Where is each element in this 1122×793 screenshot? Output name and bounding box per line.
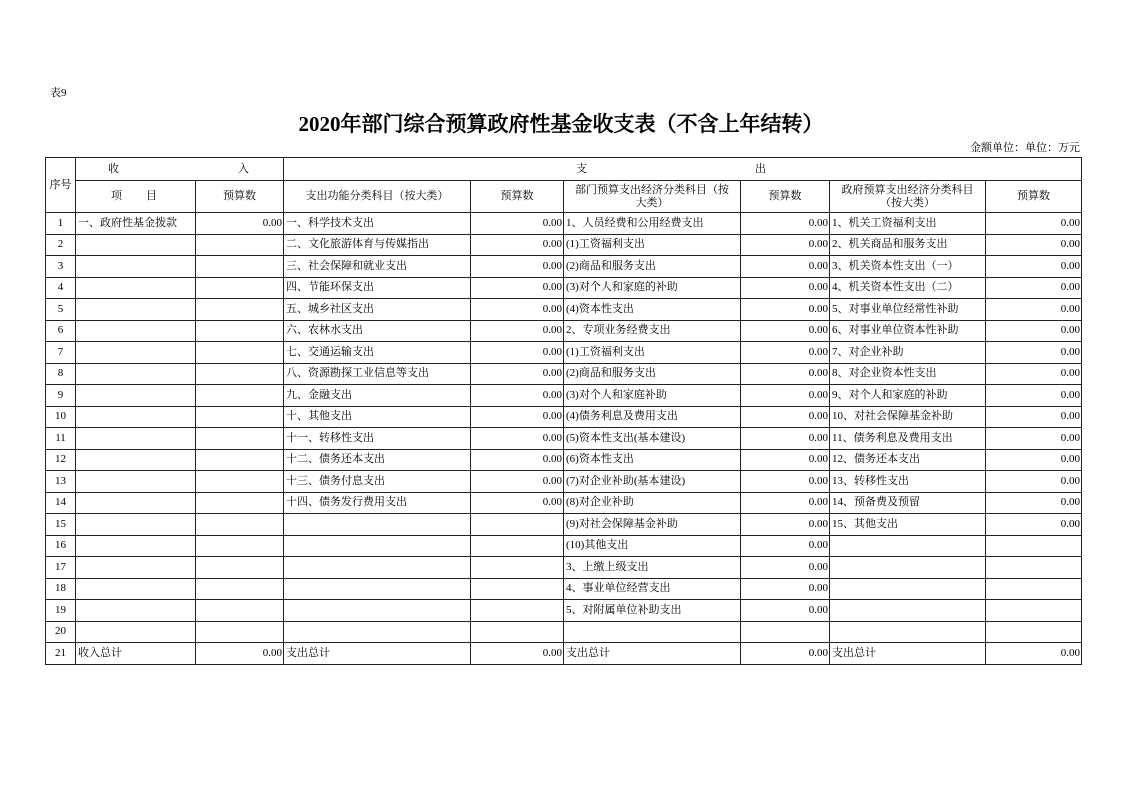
function-item-cell: 十四、债务发行费用支出 bbox=[284, 492, 471, 514]
seq-cell: 16 bbox=[46, 535, 76, 557]
gov-amount-cell: 0.00 bbox=[986, 385, 1082, 407]
gov-amount-cell: 0.00 bbox=[986, 471, 1082, 493]
budget-table bbox=[45, 157, 1082, 665]
table-row bbox=[46, 277, 1082, 299]
income-item-cell bbox=[76, 600, 196, 622]
table-row bbox=[46, 342, 1082, 364]
dept-category-header-line-1: 部门预算支出经济分类科目（按 bbox=[575, 183, 729, 196]
income-amount-cell bbox=[196, 342, 284, 364]
function-item-cell: 四、节能环保支出 bbox=[284, 277, 471, 299]
gov-amount-cell: 0.00 bbox=[986, 234, 1082, 256]
income-amount-cell bbox=[196, 514, 284, 536]
dept-amount-cell: 0.00 bbox=[741, 449, 830, 471]
seq-cell: 4 bbox=[46, 277, 76, 299]
function-item-cell: 十二、债务还本支出 bbox=[284, 449, 471, 471]
gov-item-cell: 11、债务利息及费用支出 bbox=[830, 428, 986, 450]
function-amount-cell: 0.00 bbox=[471, 643, 564, 665]
function-item-cell: 三、社会保障和就业支出 bbox=[284, 256, 471, 278]
dept-amount-cell: 0.00 bbox=[741, 535, 830, 557]
sheet-label: 表9 bbox=[50, 87, 67, 99]
gov-item-cell: 6、对事业单位资本性补助 bbox=[830, 320, 986, 342]
dept-item-cell: (5)资本性支出(基本建设) bbox=[564, 428, 741, 450]
function-item-cell: 支出总计 bbox=[284, 643, 471, 665]
gov-item-cell: 支出总计 bbox=[830, 643, 986, 665]
dept-item-cell: 4、事业单位经营支出 bbox=[564, 578, 741, 600]
function-item-cell: 八、资源勘探工业信息等支出 bbox=[284, 363, 471, 385]
dept-category-header-line-2: 大类） bbox=[635, 196, 669, 209]
table-row bbox=[46, 363, 1082, 385]
income-header-char-1: 收 bbox=[108, 162, 119, 175]
income-item-cell bbox=[76, 256, 196, 278]
income-amount-cell bbox=[196, 234, 284, 256]
dept-item-cell: (1)工资福利支出 bbox=[564, 234, 741, 256]
income-amount-cell bbox=[196, 492, 284, 514]
header-row-1 bbox=[46, 158, 1082, 181]
income-item-cell: 收入总计 bbox=[76, 643, 196, 665]
function-item-cell: 五、城乡社区支出 bbox=[284, 299, 471, 321]
function-amount-cell: 0.00 bbox=[471, 213, 564, 235]
seq-cell: 19 bbox=[46, 600, 76, 622]
gov-item-cell bbox=[830, 600, 986, 622]
function-amount-cell bbox=[471, 621, 564, 643]
seq-cell: 13 bbox=[46, 471, 76, 493]
dept-amount-cell: 0.00 bbox=[741, 471, 830, 493]
seq-cell: 7 bbox=[46, 342, 76, 364]
dept-amount-cell: 0.00 bbox=[741, 578, 830, 600]
dept-item-cell: (9)对社会保障基金补助 bbox=[564, 514, 741, 536]
dept-item-cell: (10)其他支出 bbox=[564, 535, 741, 557]
header-row-2 bbox=[46, 181, 1082, 213]
table-row bbox=[46, 514, 1082, 536]
gov-amount-cell: 0.00 bbox=[986, 514, 1082, 536]
seq-cell: 9 bbox=[46, 385, 76, 407]
dept-item-cell: 2、专项业务经费支出 bbox=[564, 320, 741, 342]
dept-amount-cell: 0.00 bbox=[741, 385, 830, 407]
gov-amount-cell bbox=[986, 600, 1082, 622]
table-row bbox=[46, 256, 1082, 278]
function-item-cell bbox=[284, 535, 471, 557]
function-item-cell bbox=[284, 621, 471, 643]
table-row bbox=[46, 213, 1082, 235]
function-amount-cell: 0.00 bbox=[471, 234, 564, 256]
dept-item-cell: (6)资本性支出 bbox=[564, 449, 741, 471]
table-row bbox=[46, 428, 1082, 450]
gov-amount-cell: 0.00 bbox=[986, 256, 1082, 278]
table-row bbox=[46, 621, 1082, 643]
seq-cell: 10 bbox=[46, 406, 76, 428]
gov-item-cell: 2、机关商品和服务支出 bbox=[830, 234, 986, 256]
gov-item-cell bbox=[830, 621, 986, 643]
function-item-cell: 七、交通运输支出 bbox=[284, 342, 471, 364]
table-row bbox=[46, 234, 1082, 256]
gov-amount-cell: 0.00 bbox=[986, 342, 1082, 364]
seq-cell: 14 bbox=[46, 492, 76, 514]
income-amount-cell: 0.00 bbox=[196, 213, 284, 235]
expense-header-char-2: 出 bbox=[755, 162, 766, 175]
function-amount-cell: 0.00 bbox=[471, 471, 564, 493]
seq-cell: 6 bbox=[46, 320, 76, 342]
dept-item-cell bbox=[564, 621, 741, 643]
function-amount-cell bbox=[471, 535, 564, 557]
income-item-cell bbox=[76, 514, 196, 536]
table-row bbox=[46, 406, 1082, 428]
gov-item-cell bbox=[830, 557, 986, 579]
table-row bbox=[46, 449, 1082, 471]
dept-item-cell: (4)债务利息及费用支出 bbox=[564, 406, 741, 428]
function-item-cell: 十、其他支出 bbox=[284, 406, 471, 428]
dept-category-header bbox=[564, 181, 741, 213]
dept-item-cell: (2)商品和服务支出 bbox=[564, 256, 741, 278]
dept-amount-cell: 0.00 bbox=[741, 342, 830, 364]
income-item-cell bbox=[76, 449, 196, 471]
dept-amount-cell: 0.00 bbox=[741, 557, 830, 579]
table-row bbox=[46, 299, 1082, 321]
table-row bbox=[46, 320, 1082, 342]
gov-item-cell: 15、其他支出 bbox=[830, 514, 986, 536]
gov-item-cell: 9、对个人和家庭的补助 bbox=[830, 385, 986, 407]
gov-item-cell: 3、机关资本性支出（一） bbox=[830, 256, 986, 278]
dept-amount-cell: 0.00 bbox=[741, 406, 830, 428]
gov-amount-cell: 0.00 bbox=[986, 299, 1082, 321]
seq-cell: 11 bbox=[46, 428, 76, 450]
seq-cell: 15 bbox=[46, 514, 76, 536]
function-amount-cell bbox=[471, 578, 564, 600]
function-item-cell: 十三、债务付息支出 bbox=[284, 471, 471, 493]
income-item-cell: 一、政府性基金拨款 bbox=[76, 213, 196, 235]
dept-amount-cell: 0.00 bbox=[741, 320, 830, 342]
table-row bbox=[46, 557, 1082, 579]
income-item-cell bbox=[76, 385, 196, 407]
function-amount-cell: 0.00 bbox=[471, 492, 564, 514]
table-row bbox=[46, 471, 1082, 493]
function-amount-cell: 0.00 bbox=[471, 406, 564, 428]
income-item-cell bbox=[76, 535, 196, 557]
income-amount-cell bbox=[196, 363, 284, 385]
income-amount-cell bbox=[196, 256, 284, 278]
function-amount-cell: 0.00 bbox=[471, 256, 564, 278]
function-amount-cell: 0.00 bbox=[471, 342, 564, 364]
income-item-cell bbox=[76, 342, 196, 364]
dept-amount-cell: 0.00 bbox=[741, 428, 830, 450]
seq-cell: 5 bbox=[46, 299, 76, 321]
dept-amount-cell: 0.00 bbox=[741, 299, 830, 321]
function-amount-cell: 0.00 bbox=[471, 428, 564, 450]
dept-item-cell: (3)对个人和家庭补助 bbox=[564, 385, 741, 407]
income-header-char-2: 入 bbox=[238, 162, 249, 175]
function-item-cell: 六、农林水支出 bbox=[284, 320, 471, 342]
gov-item-cell: 5、对事业单位经常性补助 bbox=[830, 299, 986, 321]
dept-item-cell: (3)对个人和家庭的补助 bbox=[564, 277, 741, 299]
seq-cell: 20 bbox=[46, 621, 76, 643]
function-amount-cell: 0.00 bbox=[471, 320, 564, 342]
seq-cell: 12 bbox=[46, 449, 76, 471]
seq-cell: 18 bbox=[46, 578, 76, 600]
function-amount-cell: 0.00 bbox=[471, 277, 564, 299]
income-amount-cell bbox=[196, 385, 284, 407]
dept-amount-cell: 0.00 bbox=[741, 514, 830, 536]
seq-cell: 17 bbox=[46, 557, 76, 579]
gov-amount-cell bbox=[986, 621, 1082, 643]
income-item-cell bbox=[76, 234, 196, 256]
gov-amount-cell: 0.00 bbox=[986, 213, 1082, 235]
function-amount-cell: 0.00 bbox=[471, 299, 564, 321]
income-item-cell bbox=[76, 471, 196, 493]
gov-item-cell: 8、对企业资本性支出 bbox=[830, 363, 986, 385]
item-header-char-1: 项 bbox=[111, 190, 122, 202]
seq-cell: 1 bbox=[46, 213, 76, 235]
income-amount-cell: 0.00 bbox=[196, 643, 284, 665]
gov-amount-cell: 0.00 bbox=[986, 363, 1082, 385]
seq-cell: 3 bbox=[46, 256, 76, 278]
function-amount-cell bbox=[471, 600, 564, 622]
income-item-cell bbox=[76, 277, 196, 299]
income-item-cell bbox=[76, 578, 196, 600]
gov-item-cell: 4、机关资本性支出（二） bbox=[830, 277, 986, 299]
dept-amount-cell: 0.00 bbox=[741, 277, 830, 299]
seq-cell: 8 bbox=[46, 363, 76, 385]
function-amount-cell bbox=[471, 514, 564, 536]
table-row bbox=[46, 643, 1082, 665]
gov-item-cell bbox=[830, 535, 986, 557]
gov-amount-cell bbox=[986, 535, 1082, 557]
dept-item-cell: (8)对企业补助 bbox=[564, 492, 741, 514]
income-amount-cell bbox=[196, 449, 284, 471]
income-amount-cell bbox=[196, 277, 284, 299]
income-amount-cell bbox=[196, 578, 284, 600]
table-row bbox=[46, 385, 1082, 407]
income-amount-cell bbox=[196, 471, 284, 493]
gov-amount-cell: 0.00 bbox=[986, 320, 1082, 342]
gov-category-header-line-2: （按大类） bbox=[880, 196, 935, 209]
gov-item-cell: 13、转移性支出 bbox=[830, 471, 986, 493]
income-amount-cell bbox=[196, 535, 284, 557]
function-item-cell: 九、金融支出 bbox=[284, 385, 471, 407]
page-title: 2020年部门综合预算政府性基金收支表（不含上年结转） bbox=[298, 112, 824, 136]
function-amount-cell: 0.00 bbox=[471, 363, 564, 385]
table-body bbox=[46, 213, 1082, 665]
income-item-cell bbox=[76, 363, 196, 385]
dept-amount-cell: 0.00 bbox=[741, 492, 830, 514]
table-row bbox=[46, 578, 1082, 600]
dept-item-cell: (1)工资福利支出 bbox=[564, 342, 741, 364]
gov-item-cell: 7、对企业补助 bbox=[830, 342, 986, 364]
function-item-cell bbox=[284, 600, 471, 622]
gov-item-cell: 12、债务还本支出 bbox=[830, 449, 986, 471]
dept-budget-header: 预算数 bbox=[741, 181, 830, 213]
gov-amount-cell bbox=[986, 578, 1082, 600]
income-item-cell bbox=[76, 406, 196, 428]
expense-header bbox=[284, 158, 1082, 181]
function-amount-cell: 0.00 bbox=[471, 449, 564, 471]
function-budget-header: 预算数 bbox=[471, 181, 564, 213]
gov-category-header-line-1: 政府预算支出经济分类科目 bbox=[841, 183, 974, 196]
income-item-cell bbox=[76, 492, 196, 514]
gov-amount-cell: 0.00 bbox=[986, 449, 1082, 471]
seq-header: 序号 bbox=[46, 158, 76, 213]
function-item-cell: 二、文化旅游体育与传媒指出 bbox=[284, 234, 471, 256]
gov-item-cell: 14、预备费及预留 bbox=[830, 492, 986, 514]
income-item-cell bbox=[76, 320, 196, 342]
dept-amount-cell: 0.00 bbox=[741, 600, 830, 622]
gov-item-cell: 1、机关工资福利支出 bbox=[830, 213, 986, 235]
dept-item-cell: 3、上缴上级支出 bbox=[564, 557, 741, 579]
gov-budget-header: 预算数 bbox=[986, 181, 1082, 213]
gov-amount-cell: 0.00 bbox=[986, 277, 1082, 299]
gov-item-cell: 10、对社会保障基金补助 bbox=[830, 406, 986, 428]
gov-amount-cell bbox=[986, 557, 1082, 579]
gov-amount-cell: 0.00 bbox=[986, 492, 1082, 514]
seq-cell: 2 bbox=[46, 234, 76, 256]
item-header-char-2: 目 bbox=[146, 190, 157, 202]
dept-amount-cell: 0.00 bbox=[741, 256, 830, 278]
function-item-cell: 一、科学技术支出 bbox=[284, 213, 471, 235]
dept-item-cell: 5、对附属单位补助支出 bbox=[564, 600, 741, 622]
income-item-cell bbox=[76, 299, 196, 321]
income-amount-cell bbox=[196, 600, 284, 622]
income-budget-header: 预算数 bbox=[196, 181, 284, 213]
gov-category-header bbox=[830, 181, 986, 213]
dept-item-cell: 支出总计 bbox=[564, 643, 741, 665]
dept-amount-cell: 0.00 bbox=[741, 643, 830, 665]
function-item-cell: 十一、转移性支出 bbox=[284, 428, 471, 450]
income-amount-cell bbox=[196, 621, 284, 643]
function-item-cell bbox=[284, 557, 471, 579]
income-header bbox=[76, 158, 284, 181]
income-amount-cell bbox=[196, 299, 284, 321]
amount-unit-label: 金额单位：单位：万元 bbox=[970, 142, 1080, 154]
dept-item-cell: (7)对企业补助(基本建设) bbox=[564, 471, 741, 493]
table-row bbox=[46, 492, 1082, 514]
function-item-cell bbox=[284, 514, 471, 536]
income-item-cell bbox=[76, 621, 196, 643]
dept-amount-cell: 0.00 bbox=[741, 363, 830, 385]
income-amount-cell bbox=[196, 557, 284, 579]
gov-amount-cell: 0.00 bbox=[986, 428, 1082, 450]
income-item-cell bbox=[76, 557, 196, 579]
dept-amount-cell: 0.00 bbox=[741, 234, 830, 256]
function-category-header: 支出功能分类科目（按大类） bbox=[284, 181, 471, 213]
dept-item-cell: (2)商品和服务支出 bbox=[564, 363, 741, 385]
income-item-cell bbox=[76, 428, 196, 450]
function-amount-cell bbox=[471, 557, 564, 579]
dept-amount-cell bbox=[741, 621, 830, 643]
expense-header-char-1: 支 bbox=[576, 162, 587, 175]
income-amount-cell bbox=[196, 320, 284, 342]
function-amount-cell: 0.00 bbox=[471, 385, 564, 407]
gov-amount-cell: 0.00 bbox=[986, 406, 1082, 428]
income-amount-cell bbox=[196, 406, 284, 428]
gov-item-cell bbox=[830, 578, 986, 600]
gov-amount-cell: 0.00 bbox=[986, 643, 1082, 665]
dept-amount-cell: 0.00 bbox=[741, 213, 830, 235]
dept-item-cell: (4)资本性支出 bbox=[564, 299, 741, 321]
table-row bbox=[46, 600, 1082, 622]
function-item-cell bbox=[284, 578, 471, 600]
item-header bbox=[76, 181, 196, 213]
seq-cell: 21 bbox=[46, 643, 76, 665]
dept-item-cell: 1、人员经费和公用经费支出 bbox=[564, 213, 741, 235]
income-amount-cell bbox=[196, 428, 284, 450]
table-row bbox=[46, 535, 1082, 557]
